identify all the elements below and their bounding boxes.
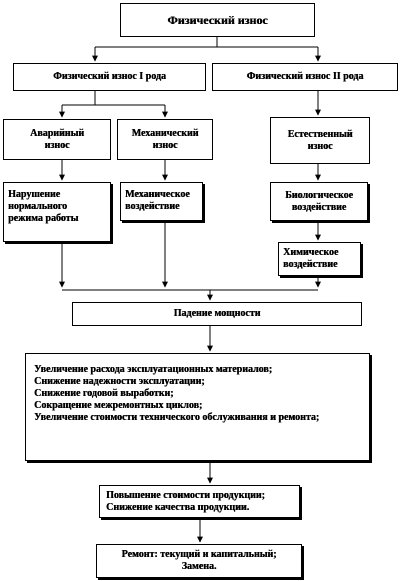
wear-type-2: Физический износ II рода: [212, 63, 398, 91]
consequences-list: [25, 353, 370, 461]
mechanical-wear: Механический износ: [117, 119, 213, 160]
consequence-item: Снижение годовой выработки;: [34, 388, 174, 399]
repair-item: Ремонт: текущий и капитальный;: [121, 549, 277, 560]
consequence-item: Увеличение расхода эксплуатационных материалов;: [34, 364, 273, 375]
normal-mode-violation: Нарушение нормального режима работы: [3, 182, 111, 242]
consequence-item: Сокращение межремонтных циклов;: [34, 400, 203, 411]
consequence-item: Снижение надежности эксплуатации;: [34, 376, 205, 387]
production-item: Снижение качества продукции.: [106, 502, 250, 513]
natural-wear: Естественный износ: [270, 117, 370, 164]
repair-item: Замена.: [181, 561, 217, 572]
biological-impact: Биологическое воздействие: [270, 182, 368, 221]
wear-type-1: Физический износ I рода: [13, 63, 206, 91]
consequence-item: Увеличение стоимости технического обслуживания и ремонта;: [34, 412, 320, 423]
production-effects: [99, 485, 300, 518]
chemical-impact: Химическое воздействие: [278, 242, 361, 276]
repair-box: [96, 544, 302, 578]
production-item: Повышение стоимости продукции;: [106, 490, 265, 501]
emergency-wear: Аварийный износ: [3, 119, 111, 160]
mechanical-impact: Механическое воздействие: [120, 182, 203, 221]
power-drop: Падение мощности: [72, 302, 362, 326]
root-physical-wear: Физический износ: [120, 3, 315, 37]
